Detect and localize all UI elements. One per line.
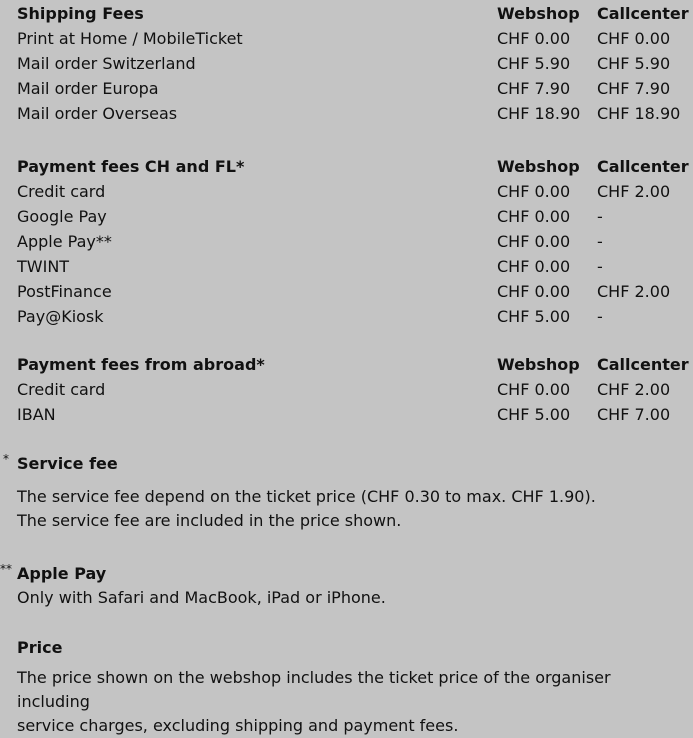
price-title	[17, 636, 677, 660]
note-line: The service fee depend on the ticket price (CHF 0.30 to max. CHF 1.90).	[17, 487, 596, 506]
footnote-marker: **	[0, 562, 12, 576]
service-fee-title	[3, 452, 677, 476]
table-row	[17, 26, 687, 51]
table-row	[17, 101, 687, 126]
payment-fees-abroad-title: Payment fees from abroad*	[17, 355, 265, 374]
fee-label: IBAN	[17, 405, 56, 424]
fee-label: Mail order Europa	[17, 79, 159, 98]
webshop-column-header: Webshop	[497, 4, 580, 23]
fee-label: Mail order Overseas	[17, 104, 178, 123]
apple-pay-note	[0, 562, 677, 610]
payment-fees-abroad-header-row	[17, 352, 687, 377]
webshop-fee: CHF 0.00	[497, 29, 571, 48]
webshop-fee: CHF 7.90	[497, 79, 571, 98]
fee-label: PostFinance	[17, 282, 112, 301]
callcenter-fee: -	[597, 207, 603, 226]
webshop-fee: CHF 0.00	[497, 232, 571, 251]
shipping-fees-header-row	[17, 1, 687, 26]
payment-fees-abroad-table	[17, 352, 687, 427]
callcenter-fee: CHF 7.90	[597, 79, 671, 98]
fee-label: Google Pay	[17, 207, 107, 226]
callcenter-column-header: Callcenter	[597, 4, 689, 23]
table-row	[17, 204, 687, 229]
apple-pay-heading: Apple Pay	[17, 564, 107, 583]
table-row	[17, 304, 687, 329]
note-line: service charges, excluding shipping and payment fees.	[17, 716, 459, 735]
price-note	[17, 636, 677, 738]
webshop-column-header: Webshop	[497, 157, 580, 176]
webshop-fee: CHF 0.00	[497, 282, 571, 301]
payment-fees-ch-title: Payment fees CH and FL*	[17, 157, 245, 176]
webshop-fee: CHF 5.00	[497, 307, 571, 326]
note-line: Only with Safari and MacBook, iPad or iPhone.	[17, 588, 386, 607]
fee-label: Credit card	[17, 182, 106, 201]
webshop-fee: CHF 0.00	[497, 380, 571, 399]
fee-label: Credit card	[17, 380, 106, 399]
table-row	[17, 179, 687, 204]
fee-label: TWINT	[17, 257, 70, 276]
shipping-fees-table	[17, 1, 687, 126]
service-fee-heading: Service fee	[17, 454, 118, 473]
apple-pay-text	[17, 586, 677, 610]
table-row	[17, 377, 687, 402]
callcenter-fee: CHF 5.90	[597, 54, 671, 73]
webshop-fee: CHF 5.00	[497, 405, 571, 424]
note-line: The price shown on the webshop includes the ticket price of the organiser including	[17, 668, 611, 711]
table-row	[17, 76, 687, 101]
callcenter-fee: CHF 0.00	[597, 29, 671, 48]
service-fee-note	[3, 452, 677, 533]
table-row	[17, 279, 687, 304]
callcenter-fee: CHF 2.00	[597, 282, 671, 301]
fee-label: Pay@Kiosk	[17, 307, 104, 326]
webshop-fee: CHF 5.90	[497, 54, 571, 73]
callcenter-column-header: Callcenter	[597, 355, 689, 374]
fee-label: Print at Home / MobileTicket	[17, 29, 243, 48]
callcenter-fee: CHF 7.00	[597, 405, 671, 424]
callcenter-fee: -	[597, 257, 603, 276]
callcenter-fee: -	[597, 232, 603, 251]
callcenter-fee: -	[597, 307, 603, 326]
service-fee-text	[17, 485, 677, 533]
table-row	[17, 229, 687, 254]
fee-label: Apple Pay**	[17, 232, 112, 251]
payment-fees-ch-table	[17, 154, 687, 329]
table-row	[17, 402, 687, 427]
callcenter-fee: CHF 18.90	[597, 104, 681, 123]
webshop-fee: CHF 0.00	[497, 207, 571, 226]
webshop-fee: CHF 0.00	[497, 182, 571, 201]
price-heading: Price	[17, 638, 63, 657]
payment-fees-ch-header-row	[17, 154, 687, 179]
webshop-column-header: Webshop	[497, 355, 580, 374]
callcenter-fee: CHF 2.00	[597, 182, 671, 201]
price-text	[17, 666, 677, 738]
shipping-fees-title: Shipping Fees	[17, 4, 144, 23]
fee-label: Mail order Switzerland	[17, 54, 196, 73]
note-line: The service fee are included in the price shown.	[17, 511, 402, 530]
webshop-fee: CHF 0.00	[497, 257, 571, 276]
callcenter-column-header: Callcenter	[597, 157, 689, 176]
apple-pay-title	[0, 562, 677, 586]
webshop-fee: CHF 18.90	[497, 104, 581, 123]
table-row	[17, 51, 687, 76]
callcenter-fee: CHF 2.00	[597, 380, 671, 399]
footnote-marker: *	[3, 452, 9, 466]
table-row	[17, 254, 687, 279]
